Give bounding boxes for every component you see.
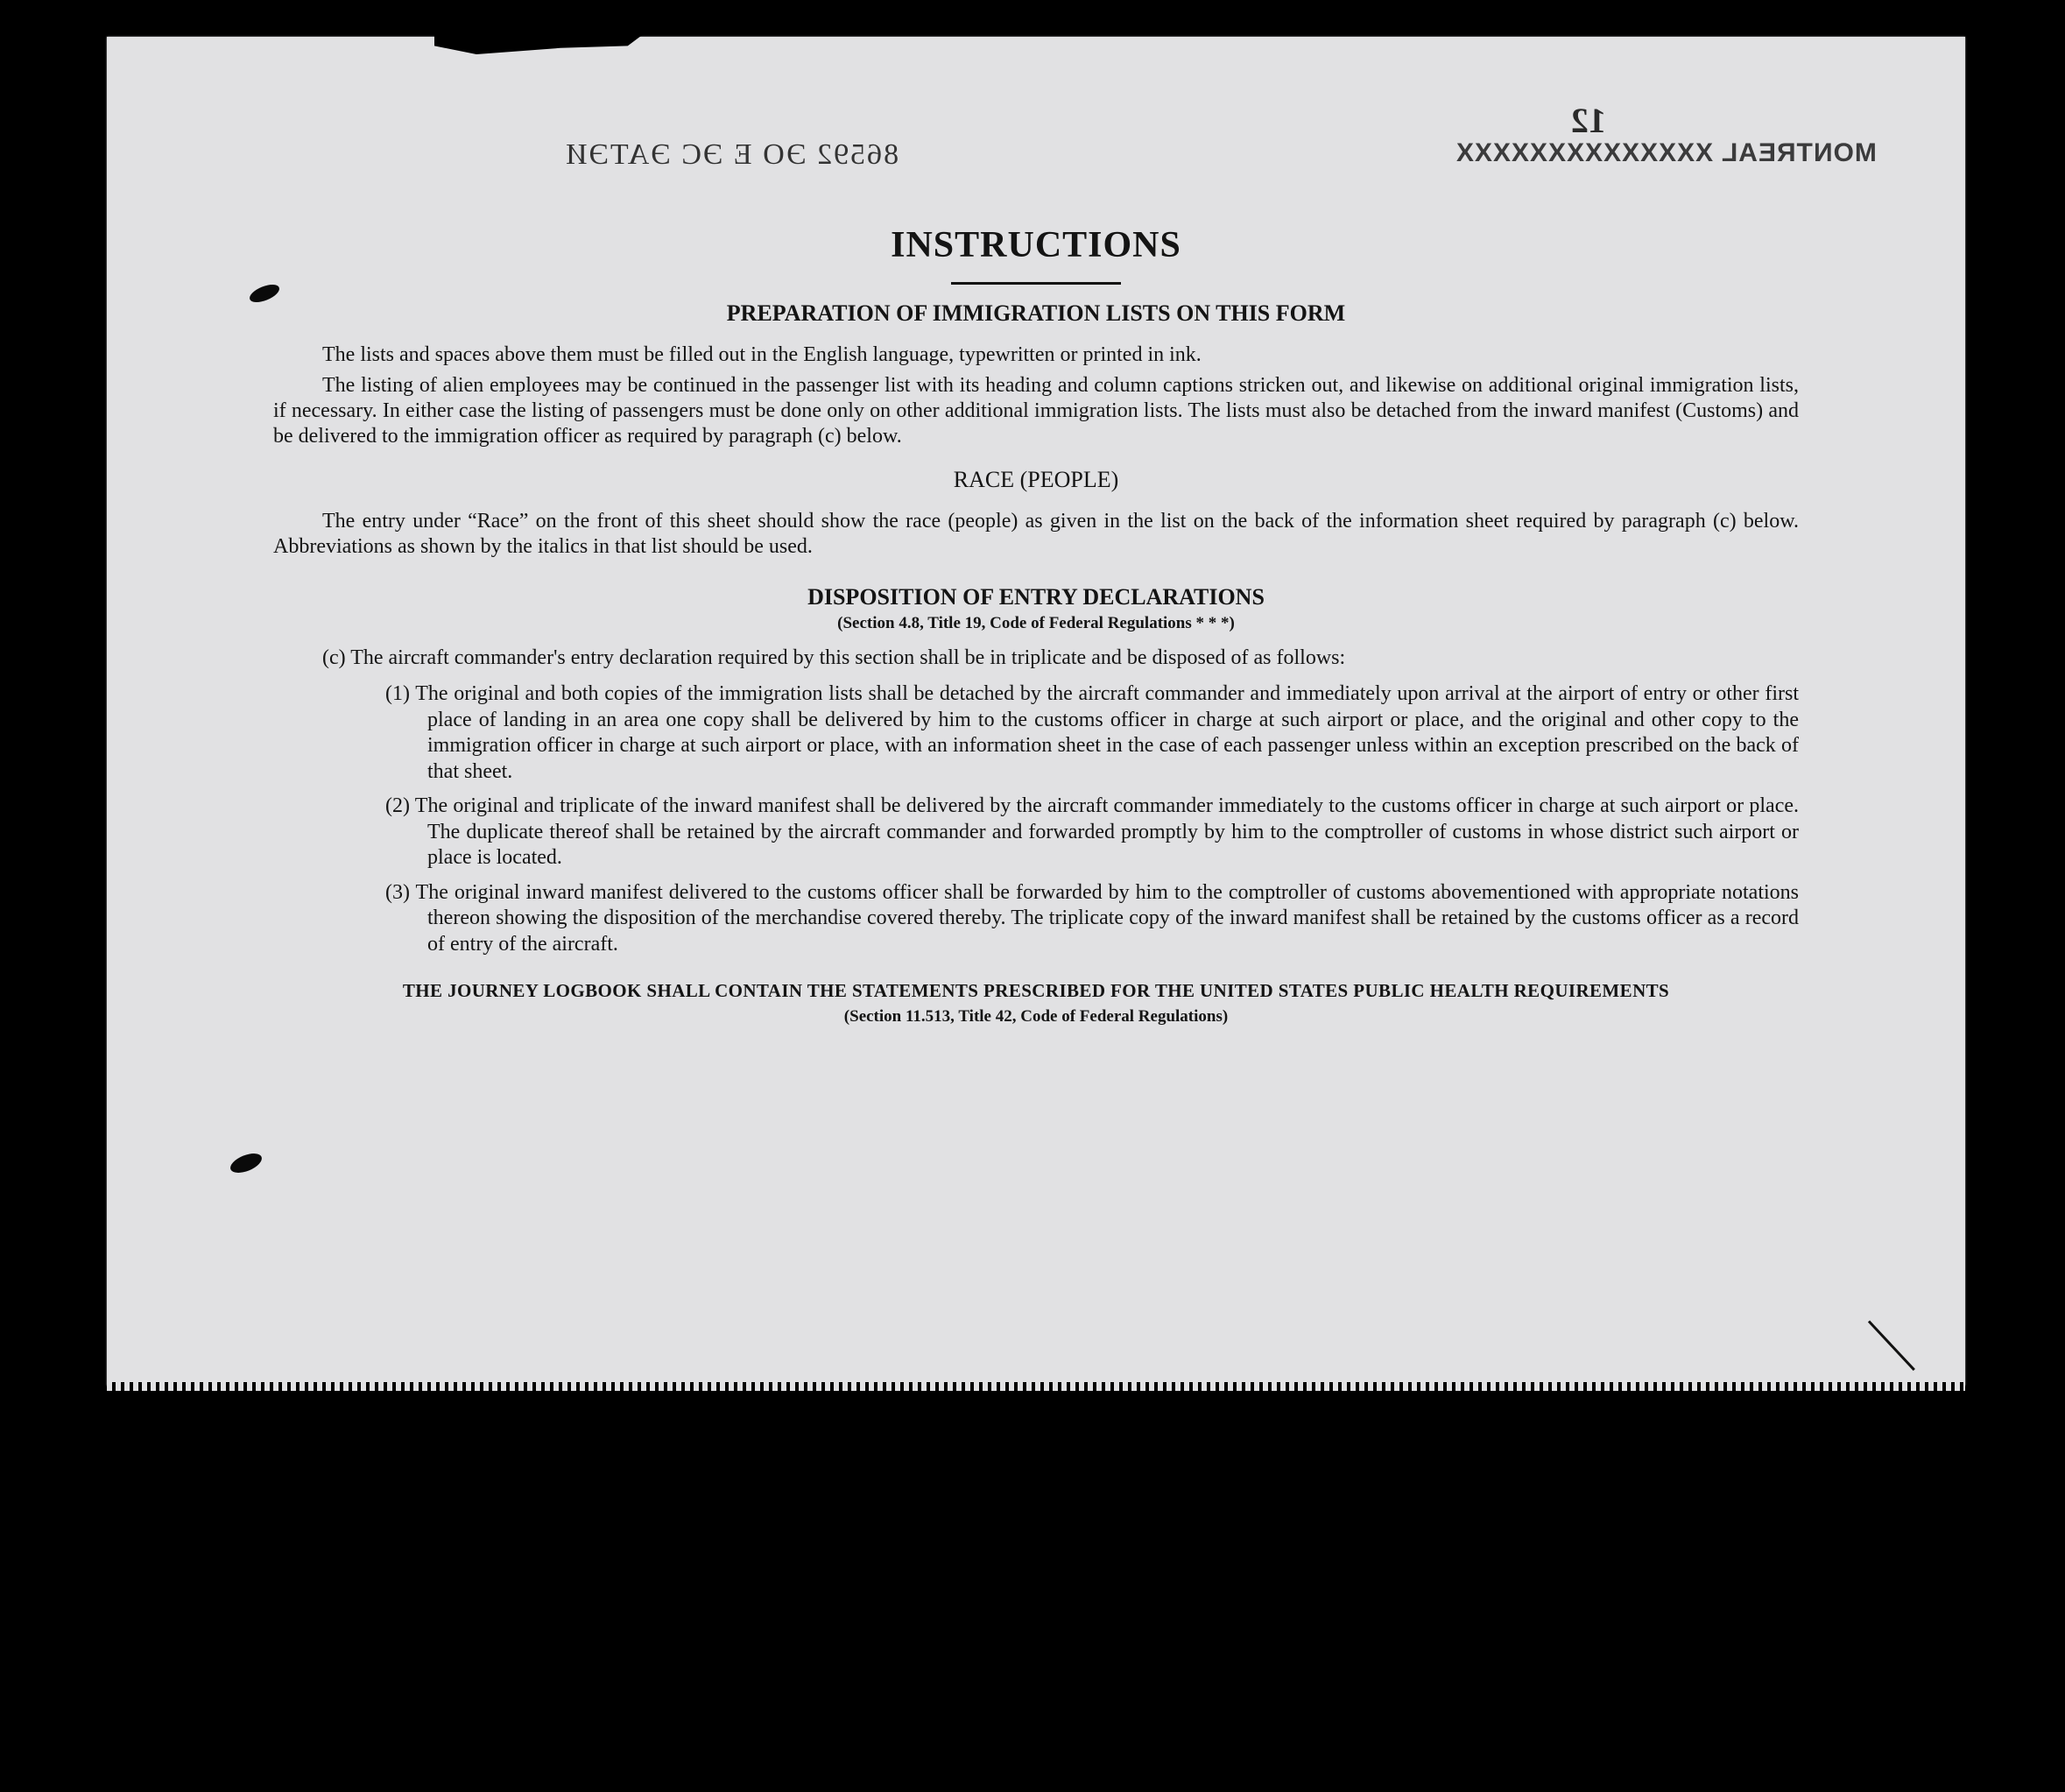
closing-subheading: (Section 11.513, Title 42, Code of Federal Regulations)	[843, 1007, 1229, 1026]
ink-blot-bottom	[228, 1150, 264, 1177]
disposition-subheading: (Section 4.8, Title 19, Code of Federal Regulations * * *)	[837, 614, 1235, 632]
title-underline	[951, 282, 1121, 285]
document-sheet	[107, 37, 1965, 1386]
race-heading: RACE (PEOPLE)	[953, 467, 1119, 492]
mirrored-stamp-right: MONTREAL XXXXXXXXXXXXXX	[1455, 138, 1877, 167]
disposition-item-1: (1) The original and both copies of the immigration lists shall be detached by the aircraft commander and immediately upon arrival at the airport of entry or other first place of landing in an area one copy shall be delivered by him to the customs officer in charge at such airport or place, and the original and other copy to the immigration officer in charge at such airport or place, with an information sheet in the case of each passenger unless within an exception prescribed on the back of that sheet.	[385, 682, 1799, 783]
mirrored-number: 12	[1571, 101, 1606, 140]
disposition-heading: DISPOSITION OF ENTRY DECLARATIONS	[807, 584, 1265, 610]
preparation-paragraph-2: The listing of alien employees may be continued in the passenger list with its heading and column captions stricken out, and likewise on additional original immigration lists, if necessary. In either case the listing of passengers must be done only on other additional immigration lists. The lists must also be detached from the inward manifest (Customs) and be delivered to the immigration officer as required by paragraph (c) below.	[273, 374, 1799, 448]
disposition-intro: (c) The aircraft commander's entry declaration required by this section shall be in triplicate and be disposed of as follows:	[322, 646, 1346, 669]
disposition-item-3: (3) The original inward manifest delivered to the customs officer shall be forwarded by him to the comptroller of customs abovementioned with appropriate notations thereon showing the disposition of the merchandise covered thereby. The triplicate copy of the inward manifest shall be retained by the customs officer as a record of entry of the aircraft.	[385, 880, 1799, 956]
page-title: INSTRUCTIONS	[891, 225, 1181, 265]
pen-stroke-mark	[1868, 1320, 1915, 1371]
preparation-heading: PREPARATION OF IMMIGRATION LISTS ON THIS FORM	[726, 300, 1346, 326]
disposition-item-2: (2) The original and triplicate of the inward manifest shall be delivered by the aircraft commander immediately to the customs officer in charge at such airport or place. The duplicate thereof shall be retained by the aircraft commander and forwarded promptly by him to the comptroller of customs in whose district such airport or place is located.	[385, 794, 1799, 869]
race-paragraph: The entry under “Race” on the front of this sheet should show the race (people) as given in the list on the back of the information sheet required by paragraph (c) below. Abbreviations as shown by the italics in that list should be used.	[273, 510, 1799, 558]
mirrored-stamp-left: 86592 ЭО Е ЭС ЭАТЭИ	[564, 138, 899, 171]
closing-heading: THE JOURNEY LOGBOOK SHALL CONTAIN THE STATEMENTS PRESCRIBED FOR THE UNITED STATES PUBLIC HEALTH REQUIREMENTS	[402, 980, 1670, 1001]
preparation-paragraph-1: The lists and spaces above them must be filled out in the English language, typewritten or printed in ink.	[322, 343, 1202, 366]
instructions-content	[273, 224, 1799, 1027]
mirrored-bleedthrough-stamp	[107, 101, 1965, 173]
